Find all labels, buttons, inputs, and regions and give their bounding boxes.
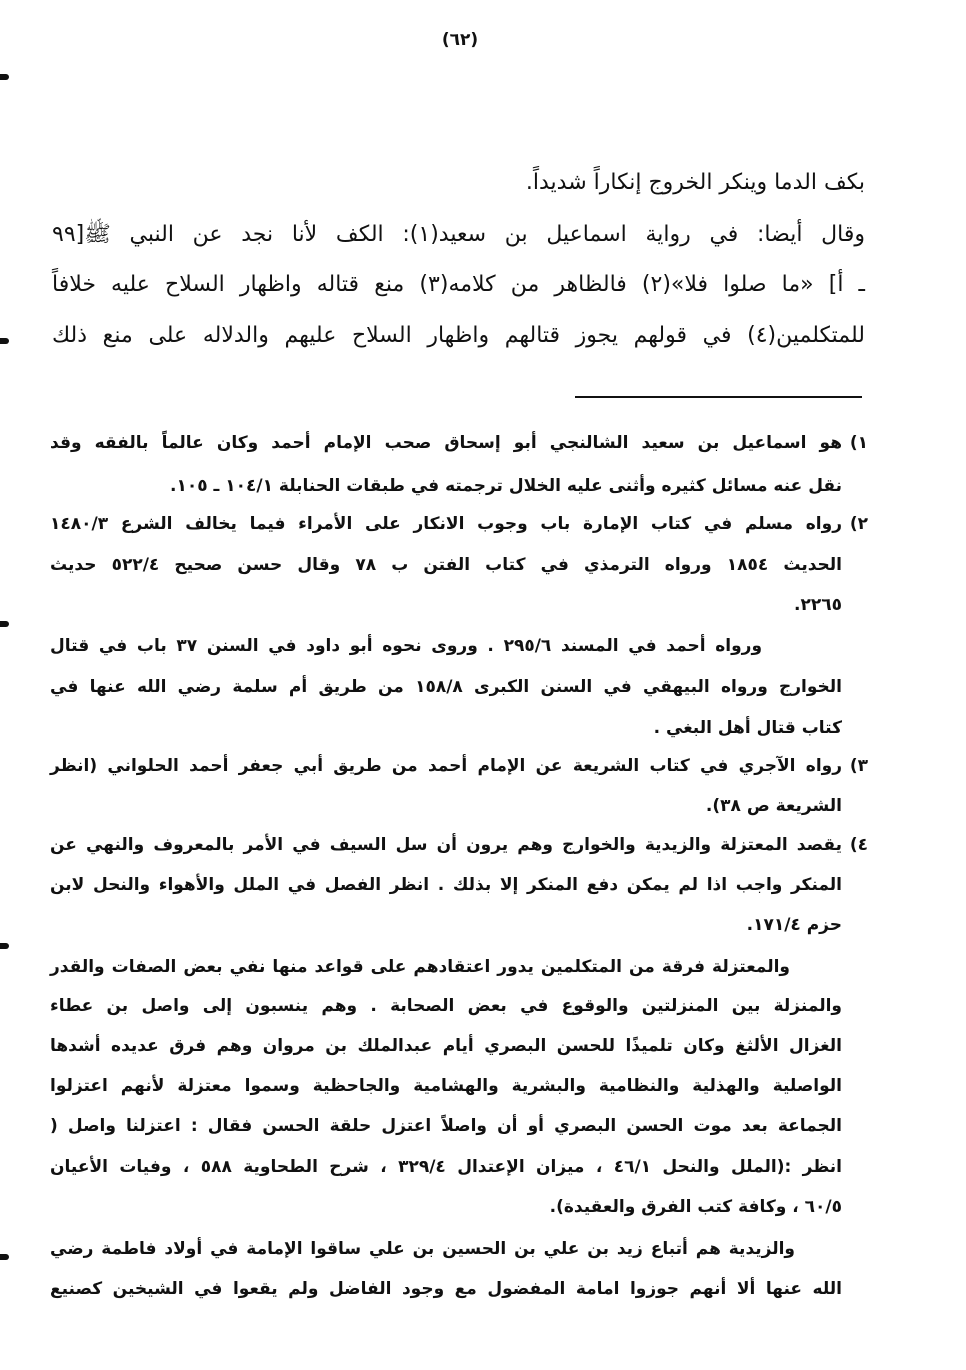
note-line: انظر :(الملل والنحل ٤٦/١ ، ميزان الإعتدال ٣٢٩/٤ ، شرح الطحاوية ٥٨٨ ، وفيات الأعيان: [50, 1157, 842, 1177]
note-line: ٦٠/٥ ، وكافة كتب الفرق والعقيدة).: [549, 1197, 842, 1217]
footnote-marker: ٢): [849, 514, 868, 534]
note-line: الواصلية والهذلية والنظامية والبشرية والهشامية والجاحظية وسموا معتزلة لأنهم اعتزلوا: [50, 1076, 842, 1096]
scan-mark: [0, 943, 9, 949]
note-line: الجماعة بعد موت الحسن البصري أو أن واصلاً اعتزل حلقة الحسن فقال : اعتزلنا واصل (: [50, 1116, 842, 1136]
footnote-line: حزم ١٧١/٤.: [746, 915, 842, 935]
footnote-line: رواه مسلم في كتاب الإمارة باب وجوب الانكار على الأمراء فيما يخالف الشرع ١٤٨٠/٣: [50, 514, 842, 534]
main-text-line: ـ أ] «ما صلوا فلا»(٢) فالظاهر من كلامه(٣) منع قتاله واظهار السلاح عليه خلافاً: [52, 272, 865, 297]
footnote-line: رواه الآجري في كتاب الشريعة عن الإمام أحمد من طريق أبي جعفر أحمد الحلواني (انظر: [50, 756, 842, 776]
scan-mark: [0, 74, 9, 80]
main-text-line: بكف الدما وينكر الخروج إنكاراً شديداً.: [525, 170, 865, 195]
note-line: الله عنها ألا أنهم جوزوا امامة المفضول مع وجود الفاضل ولم يقعوا في الشيخين كصنيع: [50, 1279, 842, 1299]
footnote-line: الحديث ١٨٥٤ ورواه الترمذي في كتاب الفتن ب ٧٨ وقال حسن صحيح ٥٢٢/٤ حديث: [50, 555, 842, 575]
scan-mark: [0, 621, 9, 627]
scan-mark: [0, 338, 9, 344]
footnote-separator: [575, 396, 862, 398]
note-line: الغزال الألثغ وكان تلميذًا للحسن البصري أيام عبدالملك بن مروان وهم فرق عديده أشدها: [50, 1036, 842, 1056]
footnote-line: ورواه أحمد في المسند ٢٩٥/٦ . وروى نحوه أبو داود في السنن ٣٧ باب في قتال: [50, 636, 763, 656]
footnote-line: ٢٢٦٥.: [794, 595, 842, 615]
note-line: والمنزلة بين المنزلتين والوقوع في بعض الصحابة . وهم ينسبون إلى واصل بن عطاء: [50, 996, 842, 1016]
footnote-line: نقل عنه مسائل كثيره وأثنى عليه الخلال ترجمته في طبقات الحنابلة ١٠٤/١ ـ ١٠٥.: [170, 476, 842, 496]
footnote-line: الشريعة ص ٣٨).: [705, 796, 842, 816]
scan-mark: [0, 1254, 9, 1260]
footnote-marker: ٤): [849, 835, 868, 855]
footnote-line: هو اسماعيل بن سعيد الشالنجي أبو إسحاق صحب الإمام أحمد وكان عالماً بالفقه وقد: [50, 433, 842, 453]
page-number: (٦٢): [441, 30, 479, 50]
footnote-line: يقصد المعتزلة والزيدية والخوارج وهم يرون أن سل السيف في الأمر بالمعروف والنهي عن: [50, 835, 842, 855]
footnote-marker: ٣): [849, 756, 868, 776]
footnote-line: المنكر واجب اذا لم يمكن دفع المنكر إلا بذلك . انظر الفصل في الملل والأهواء والنحل لابن: [50, 875, 842, 895]
footnote-line: الخوارج ورواه البيهقي في السنن الكبرى ١٥٨/٨ من طريق أم سلمة رضي الله عنها في: [50, 677, 843, 697]
note-line: والزيدية هم أتباع زيد بن علي بن الحسين بن علي ساقوا الإمامة في أولاد فاطمة رضي: [50, 1239, 795, 1259]
main-text-line: للمتكلمين(٤) في قولهم يجوز قتالهم واظهار السلاح عليهم والدلاله على منع ذلك: [52, 323, 865, 348]
main-text-line: وقال أيضا: في رواية اسماعيل بن سعيد(١): الكف لأنا نجد عن النبي ﷺ[٩٩: [52, 222, 865, 247]
note-line: والمعتزلة فرقة من المتكلمين يدور اعتقادهم على قواعد منها نفي بعض الصفات والقدر: [50, 957, 790, 977]
footnote-marker: ١): [849, 433, 868, 453]
footnote-line: كتاب قتال أهل البغي .: [653, 718, 842, 738]
